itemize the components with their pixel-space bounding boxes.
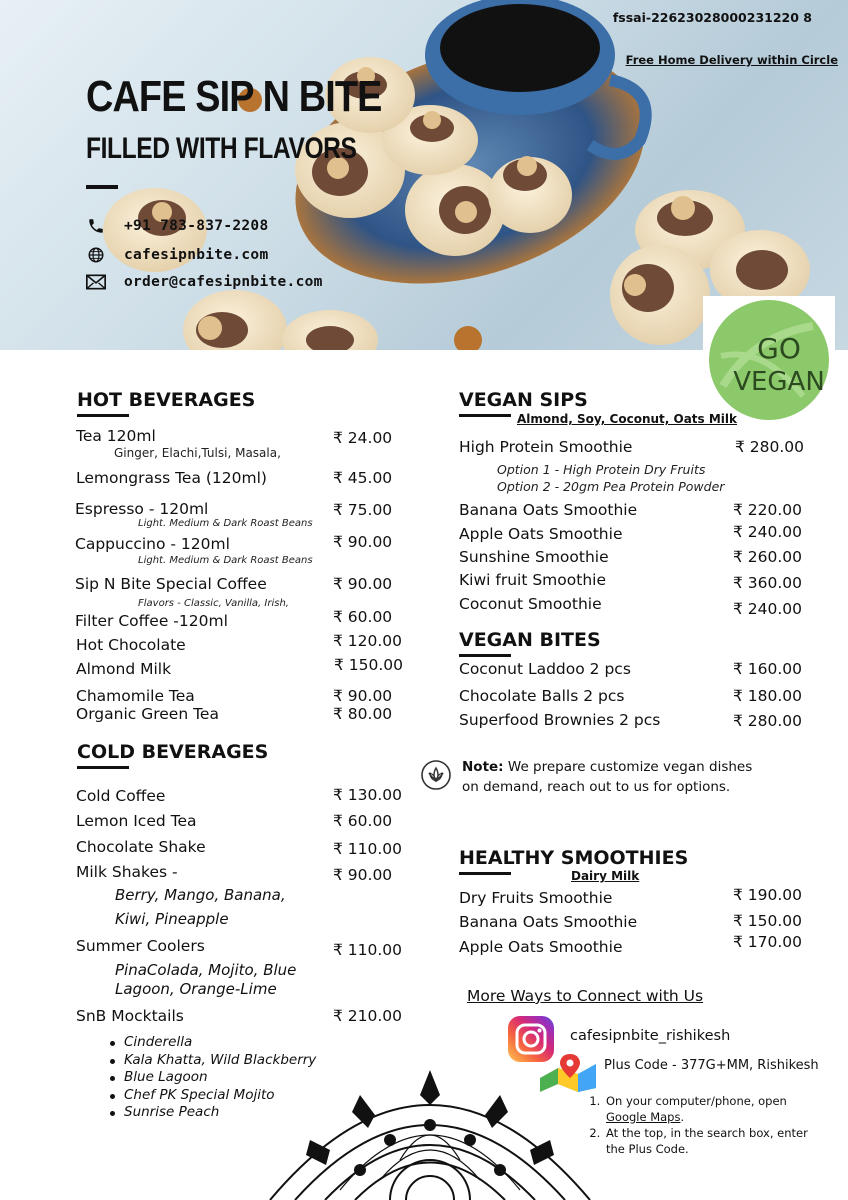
contact-email[interactable] [86, 270, 323, 294]
menu-item-price: ₹ 60.00 [333, 608, 393, 626]
menu-item-price: ₹ 280.00 [733, 712, 803, 730]
menu-item-price: ₹ 240.00 [733, 600, 803, 618]
list-item: Cinderella [108, 1034, 316, 1052]
menu-item-price: ₹ 240.00 [733, 523, 803, 541]
healthy-smoothies-heading: HEALTHY SMOOTHIES [459, 847, 688, 869]
menu-item-name: Dry Fruits Smoothie [459, 889, 613, 907]
menu-item-name: High Protein Smoothie [459, 438, 633, 456]
menu-item-name: Coconut Smoothie [459, 595, 602, 613]
menu-item-name: Kiwi fruit Smoothie [459, 571, 606, 589]
menu-item-variants: Lagoon, Orange-Lime [115, 980, 277, 998]
menu-item-price: ₹ 150.00 [733, 912, 803, 930]
delivery-notice: Free Home Delivery within Circle [625, 53, 838, 67]
menu-item-name: Lemongrass Tea (120ml) [76, 469, 267, 487]
directions-list [590, 1093, 830, 1157]
menu-item-price: ₹ 130.00 [333, 786, 403, 804]
go-vegan-badge [703, 296, 835, 426]
menu-item-name: SnB Mocktails [76, 1007, 184, 1025]
list-item: 2. At the top, in the search box, enter the Plus Code. [604, 1125, 830, 1157]
menu-item-name: Apple Oats Smoothie [459, 525, 623, 543]
menu-item-name: Cappuccino - 120ml [75, 535, 230, 553]
menu-item-name: Summer Coolers [76, 937, 205, 955]
menu-item-price: ₹ 90.00 [333, 533, 393, 551]
menu-item-name: Chocolate Balls 2 pcs [459, 687, 625, 705]
menu-item-name: Banana Oats Smoothie [459, 913, 638, 931]
menu-item-name: Superfood Brownies 2 pcs [459, 711, 661, 729]
menu-item-price: ₹ 220.00 [733, 501, 803, 519]
phone-number: +91 783-837-2208 [124, 218, 269, 234]
healthy-smoothies-subheading: Dairy Milk [571, 869, 640, 883]
menu-item-price: ₹ 180.00 [733, 687, 803, 705]
list-item: Blue Lagoon [108, 1069, 316, 1087]
menu-item-name: Chamomile Tea [76, 687, 195, 705]
plus-code: Plus Code - 377G+MM, Rishikesh [604, 1058, 819, 1073]
list-item: Sunrise Peach [108, 1104, 316, 1122]
menu-item-name: Apple Oats Smoothie [459, 938, 623, 956]
menu-item-price: ₹ 210.00 [333, 1007, 403, 1025]
menu-item-price: ₹ 45.00 [333, 469, 393, 487]
mail-icon [86, 272, 106, 292]
connect-heading[interactable]: More Ways to Connect with Us [467, 987, 704, 1005]
menu-item-price: ₹ 120.00 [333, 632, 403, 650]
menu-item-name: Espresso - 120ml [75, 500, 209, 518]
menu-item-name: Filter Coffee -120ml [75, 612, 228, 630]
cafe-tagline: FILLED WITH FLAVORS [86, 132, 357, 165]
vegan-bites-heading: VEGAN BITES [459, 629, 601, 651]
menu-item-variants: PinaColada, Mojito, Blue [115, 961, 297, 979]
menu-item-option: Option 1 - High Protein Dry Fruits [497, 462, 706, 477]
list-item: 1. On your computer/phone, open Google Maps. [604, 1093, 830, 1125]
instagram-handle[interactable]: cafesipnbite_rishikesh [570, 1028, 731, 1044]
cafe-title: CAFE SIP N BITE [86, 72, 382, 121]
menu-item-price: ₹ 150.00 [334, 656, 404, 674]
menu-item-name: Sip N Bite Special Coffee [75, 575, 267, 593]
menu-item-price: ₹ 360.00 [733, 574, 803, 592]
vegan-sips-heading: VEGAN SIPS [459, 389, 588, 411]
menu-item-price: ₹ 190.00 [733, 886, 803, 904]
menu-item-price: ₹ 90.00 [333, 575, 393, 593]
vegan-leaf-icon [420, 759, 452, 791]
menu-item-name: Tea 120ml [76, 427, 156, 445]
note-label: Note: [462, 759, 504, 775]
menu-item-price: ₹ 170.00 [733, 933, 803, 951]
list-item: Chef PK Special Mojito [108, 1087, 316, 1105]
note-text: We prepare customize vegan dishes on demand, reach out to us for options. [462, 759, 753, 795]
hot-beverages-heading: HOT BEVERAGES [77, 389, 255, 411]
menu-item-name: Chocolate Shake [76, 838, 206, 856]
menu-item-name: Coconut Laddoo 2 pcs [459, 660, 631, 678]
website-link: cafesipnbite.com [124, 247, 269, 263]
menu-item-price: ₹ 110.00 [333, 840, 403, 858]
contact-phone[interactable] [86, 214, 268, 238]
badge-go: GO [757, 332, 801, 365]
menu-item-name: Sunshine Smoothie [459, 548, 609, 566]
menu-item-price: ₹ 160.00 [733, 660, 803, 678]
menu-item-name: Almond Milk [76, 660, 172, 678]
vegan-sips-subheading: Almond, Soy, Coconut, Oats Milk [517, 412, 738, 426]
vegan-note [462, 757, 762, 797]
menu-item-name: Hot Chocolate [76, 636, 186, 654]
menu-item-name: Lemon Iced Tea [76, 812, 197, 830]
menu-item-price: ₹ 75.00 [333, 501, 393, 519]
google-maps-link[interactable]: Google Maps [606, 1110, 681, 1124]
menu-item-name: Organic Green Tea [76, 705, 219, 723]
map-pin-icon [538, 1052, 600, 1092]
cold-beverages-heading: COLD BEVERAGES [77, 741, 268, 763]
menu-item-price: ₹ 80.00 [333, 705, 393, 723]
menu-item-price: ₹ 90.00 [333, 687, 393, 705]
menu-item-name: Cold Coffee [76, 787, 166, 805]
globe-icon [86, 245, 106, 265]
menu-item-variants: Kiwi, Pineapple [115, 910, 229, 928]
menu-item-price: ₹ 90.00 [333, 866, 393, 884]
menu-item-option: Option 2 - 20gm Pea Protein Powder [497, 479, 725, 494]
menu-item-price: ₹ 60.00 [333, 812, 393, 830]
menu-item-price: ₹ 24.00 [333, 429, 393, 447]
menu-item-price: ₹ 110.00 [333, 941, 403, 959]
fssai-number: fssai-22623028000231220 8 [612, 10, 812, 25]
badge-vegan: VEGAN [733, 367, 825, 397]
phone-icon [86, 216, 106, 236]
contact-website[interactable] [86, 243, 268, 267]
menu-item-name: Milk Shakes - [76, 863, 178, 881]
menu-item-variants: Berry, Mango, Banana, [115, 886, 286, 904]
title-divider [86, 185, 118, 189]
list-item: Kala Khatta, Wild Blackberry [108, 1052, 316, 1070]
menu-item-note: Light. Medium & Dark Roast Beans [138, 555, 313, 566]
menu-item-price: ₹ 280.00 [735, 438, 805, 456]
menu-item-note: Light. Medium & Dark Roast Beans [138, 518, 313, 529]
menu-item-note: Flavors - Classic, Vanilla, Irish, [138, 598, 289, 609]
menu-item-name: Banana Oats Smoothie [459, 501, 638, 519]
menu-item-price: ₹ 260.00 [733, 548, 803, 566]
menu-item-note: Ginger, Elachi,Tulsi, Masala, [114, 446, 281, 460]
email-address: order@cafesipnbite.com [124, 274, 323, 290]
